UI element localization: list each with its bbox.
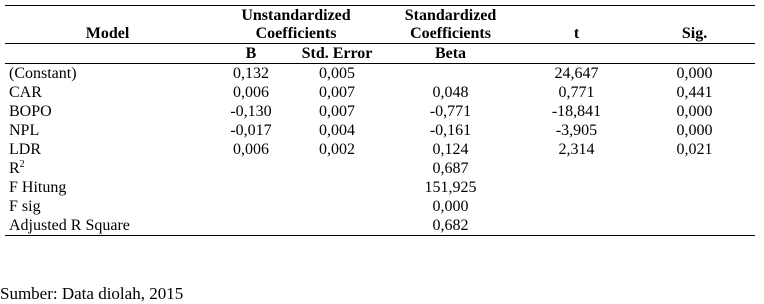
row-beta: -0,771 [429,102,472,120]
f-sig-value: 0,000 [432,197,469,215]
row-b: -0,017 [230,121,272,139]
row-std-error: 0,007 [319,83,355,101]
f-sig-label: F sig [9,197,41,215]
adjusted-r2-value: 0,682 [432,216,469,234]
f-hitung-label: F Hitung [9,178,67,196]
row-t: -3,905 [555,121,598,139]
row-std-error: 0,002 [319,140,355,158]
header-standardized-line2: Coefficients [410,25,491,42]
header-standardized-line1: Standardized [404,6,497,24]
row-model: BOPO [9,102,52,120]
row-beta: 0,048 [432,83,469,101]
table-row [5,140,755,159]
header-unstandardized-line2: Coefficients [255,25,337,42]
r2-value: 0,687 [432,159,469,177]
row-sig: 0,000 [676,102,713,120]
row-sig: 0,021 [676,140,713,158]
table-row [5,102,755,121]
row-b: -0,130 [230,102,272,120]
source-note: Sumber: Data diolah, 2015 [0,284,184,303]
row-t: -18,841 [551,102,602,120]
row-beta [382,64,519,84]
row-sig: 0,000 [676,121,713,139]
summary-row-f-sig [5,197,755,216]
row-sig: 0,000 [676,64,713,82]
adjusted-r2-label: Adjusted R Square [9,216,130,234]
summary-row-f-hitung [5,178,755,197]
row-model: LDR [9,140,41,158]
header-sig: Sig. [681,25,708,42]
row-std-error: 0,007 [319,102,355,120]
row-t: 24,647 [554,64,599,82]
row-b: 0,006 [233,83,269,101]
row-sig: 0,441 [676,83,713,101]
row-b: 0,132 [233,64,269,82]
f-hitung-value: 151,925 [424,178,477,196]
summary-row-adjusted-r2 [5,216,755,236]
header-unstandardized-line1: Unstandardized [241,6,351,24]
row-beta: 0,124 [432,140,469,158]
header-std-error: Std. Error [301,44,373,62]
row-model: (Constant) [9,64,77,82]
summary-row-r2 [5,159,755,178]
row-model: NPL [9,121,40,139]
header-beta: Beta [434,44,467,62]
row-std-error: 0,004 [319,121,355,139]
table-row [5,121,755,140]
row-t: 2,314 [558,140,595,158]
header-t: t [573,25,580,42]
row-std-error: 0,005 [319,64,355,82]
row-model: CAR [9,83,42,101]
table-row [5,64,755,84]
header-b: B [245,44,257,62]
table-row [5,83,755,102]
row-beta: -0,161 [429,121,472,139]
r2-label: $R^2$ [9,158,25,177]
row-b: 0,006 [233,140,269,158]
header-model-spacer [5,6,210,26]
r2-superscript: 2 [19,158,25,170]
header-model: Model [85,25,130,42]
row-t: 0,771 [558,83,595,101]
regression-table [5,5,755,236]
